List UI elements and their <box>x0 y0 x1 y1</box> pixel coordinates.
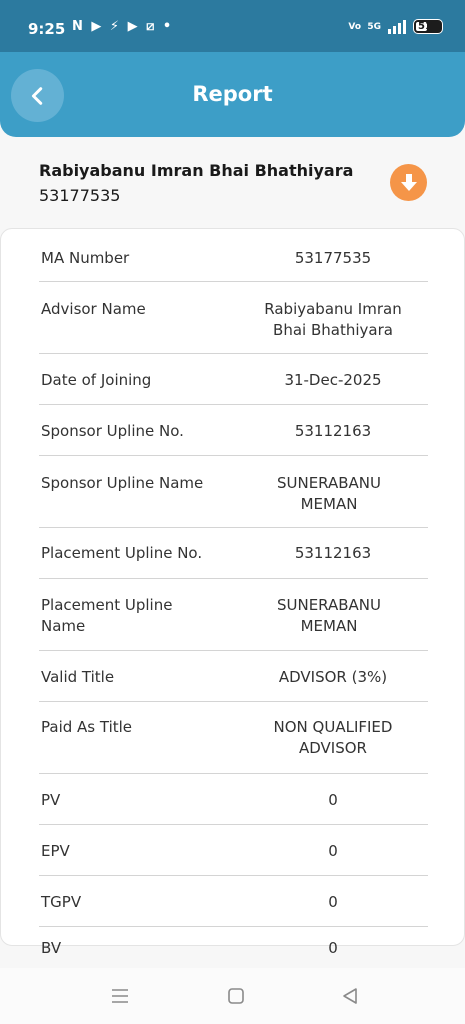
row-label: Sponsor Upline Name <box>41 474 204 492</box>
row-value: 0 <box>328 939 338 957</box>
app-header <box>0 52 465 137</box>
table-row <box>39 528 428 579</box>
row-value: 53112163 <box>294 422 372 440</box>
row-label: Sponsor Upline No. <box>41 422 184 440</box>
table-row <box>39 825 428 876</box>
table-row <box>39 702 428 774</box>
table-row <box>39 651 428 702</box>
advisor-number: 53177535 <box>39 186 121 205</box>
row-value: SUNERABANU MEMAN <box>276 474 382 513</box>
row-value: 0 <box>328 842 338 860</box>
download-button[interactable] <box>390 164 427 201</box>
battery-icon <box>413 19 443 34</box>
network-label: Vo 5G <box>348 21 381 32</box>
status-bar <box>0 0 465 52</box>
advisor-name: Rabiyabanu Imran Bhai Bhathiyara <box>39 161 354 180</box>
system-icons <box>348 19 443 34</box>
row-value: NON QUALIFIED ADVISOR <box>273 718 393 757</box>
row-value: 31-Dec-2025 <box>284 371 382 389</box>
table-row <box>39 229 428 282</box>
signal-icon <box>388 20 406 34</box>
home-square-icon[interactable] <box>227 987 245 1005</box>
report-card[interactable] <box>0 228 465 957</box>
row-label: PV <box>41 791 61 809</box>
table-row <box>39 579 428 651</box>
back-triangle-icon[interactable] <box>341 987 359 1005</box>
system-nav-bar <box>0 968 465 1024</box>
menu-icon[interactable] <box>111 987 129 1005</box>
table-row <box>39 405 428 456</box>
table-row <box>39 354 428 405</box>
notification-icons: N ▶ ⚡ ▶ ⧄ • <box>72 19 174 34</box>
battery-level: 51 <box>418 21 432 32</box>
row-label: Placement Upline Name <box>41 596 173 635</box>
row-label: Advisor Name <box>41 300 146 318</box>
row-label: Valid Title <box>41 668 115 686</box>
row-label: Placement Upline No. <box>41 544 203 562</box>
download-icon <box>397 171 421 195</box>
page-title: Report <box>192 82 273 106</box>
row-label: BV <box>41 939 62 957</box>
row-value: 0 <box>328 893 338 911</box>
row-label: Paid As Title <box>41 718 133 736</box>
row-value: ADVISOR (3%) <box>278 668 388 686</box>
row-label: TGPV <box>41 893 82 911</box>
row-value: 0 <box>328 791 338 809</box>
row-value: Rabiyabanu Imran Bhai Bhathiyara <box>264 300 402 339</box>
status-time: 9:25 <box>28 20 66 38</box>
row-value: SUNERABANU MEMAN <box>276 596 382 635</box>
table-row <box>39 456 428 528</box>
table-row <box>39 774 428 825</box>
row-value: 53112163 <box>294 544 372 562</box>
row-value: 53177535 <box>294 249 372 267</box>
row-label: MA Number <box>41 249 130 267</box>
table-row <box>39 282 428 354</box>
row-label: Date of Joining <box>41 371 152 389</box>
table-row <box>39 876 428 927</box>
row-label: EPV <box>41 842 70 860</box>
